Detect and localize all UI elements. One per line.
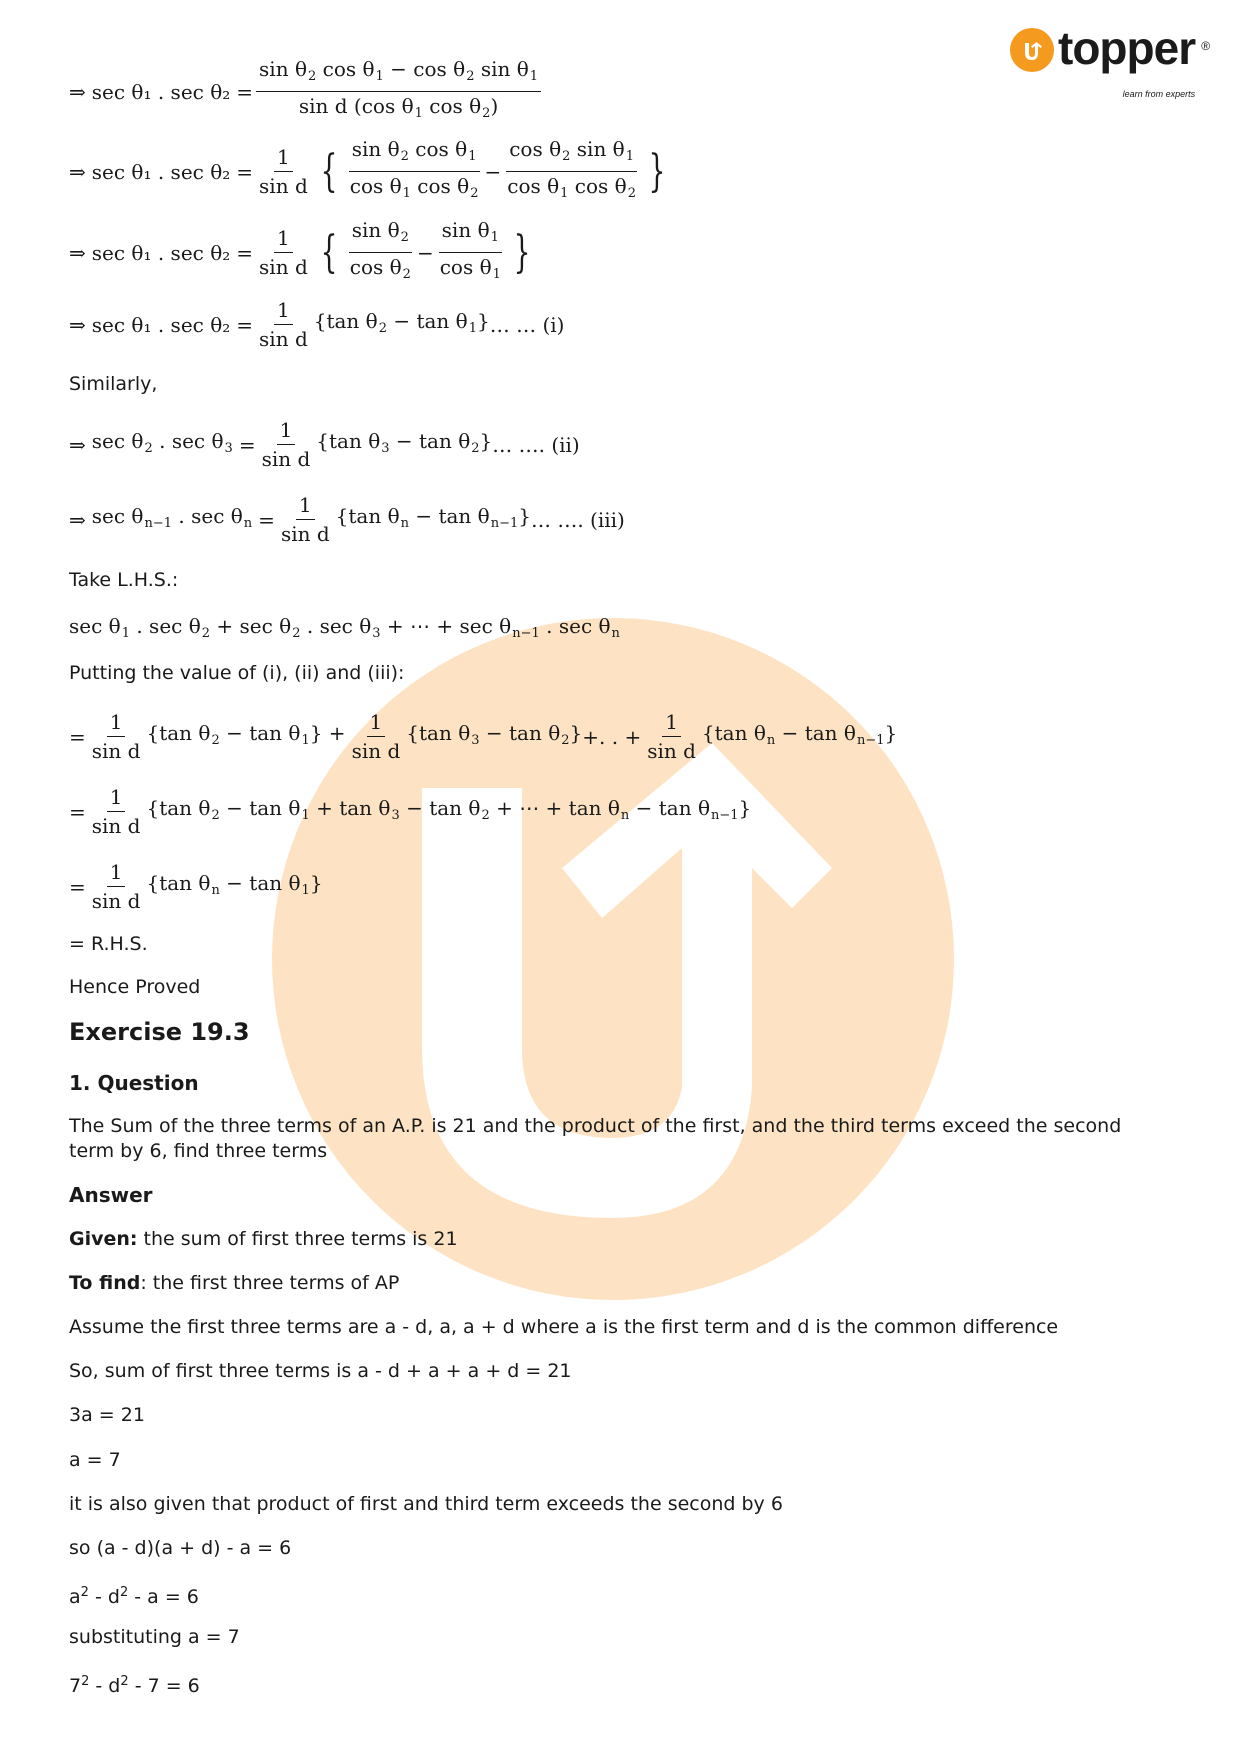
minus-sign: − (484, 159, 502, 184)
logo-name: topper (1058, 22, 1196, 74)
equation-1 (69, 57, 544, 126)
tan-diff: {tan $\theta_2 - \tan \theta_1$} (313, 308, 490, 336)
denominator: sin d (91, 739, 141, 763)
denominator: sin d (91, 814, 141, 838)
middle-dots: +. . + (582, 724, 642, 749)
final-expression (69, 860, 323, 913)
equation-ii (69, 418, 580, 471)
right-brace: } (513, 226, 531, 278)
implies-symbol: ⇒ (69, 432, 86, 457)
numerator: 1 (274, 145, 293, 172)
numerator: 1 (274, 298, 293, 325)
equation-4-i (69, 298, 564, 351)
take-lhs-text: Take L.H.S.: (69, 569, 179, 591)
lhs-sec1-sec2: sec θ₁ . sec θ₂ (91, 312, 231, 337)
substituting-text: substituting a = 7 (69, 1626, 240, 1648)
given-text: the sum of first three terms is 21 (137, 1228, 458, 1250)
equals-sign: = (69, 724, 86, 749)
right-brace: } (648, 145, 666, 197)
superscript-2: 2 (81, 1674, 90, 1689)
tofind-text: : the first three terms of AP (140, 1272, 400, 1294)
numerator: $\sin \theta_2$ $\cos \theta_1 - \cos \theta_2$ $\sin \theta_1$ (256, 57, 541, 92)
tofind-line (69, 1271, 399, 1296)
sum-equation-text: So, sum of first three terms is a - d + a + a + d = 21 (69, 1360, 572, 1382)
equals-sign: = (258, 507, 275, 532)
minus-a-equals: - a = 6 (128, 1586, 199, 1608)
a-value-text: a = 7 (69, 1449, 121, 1471)
superscript-2: 2 (80, 1585, 89, 1600)
seven: 7 (69, 1675, 82, 1697)
one-over-sind (644, 710, 699, 763)
numerator: 1 (296, 493, 315, 520)
equals-sign: = (236, 240, 254, 265)
left-brace: { (320, 145, 338, 197)
one-over-sind (256, 145, 311, 198)
numerator: 1 (367, 710, 386, 737)
lhs-sec1-sec2: sec θ₁ . sec θ₂ (91, 79, 231, 104)
equals-sign: = (69, 799, 86, 824)
denominator: sin d (259, 327, 308, 351)
also-given-text: it is also given that product of first and third term exceeds the second by 6 (69, 1493, 783, 1515)
numerator: 1 (277, 418, 296, 445)
implies-symbol: ⇒ (69, 240, 86, 265)
logo-badge-icon (1010, 28, 1054, 72)
denominator: sin d (280, 522, 330, 546)
topper-logo[interactable] (1010, 22, 1210, 99)
numerator: $\cos \theta_2$ $\sin \theta_1$ (506, 137, 637, 172)
rhs-text: = R.H.S. (69, 933, 148, 955)
numerator: 1 (662, 710, 681, 737)
superscript-2: 2 (120, 1674, 129, 1689)
numerator: 1 (274, 226, 293, 253)
implies-symbol: ⇒ (69, 159, 86, 184)
fraction (504, 137, 639, 206)
assume-text: Assume the first three terms are a - d, a, a + d where a is the first term and d is the common difference (69, 1316, 1059, 1338)
numerator: 1 (107, 785, 126, 812)
telescoping-sum (69, 785, 751, 838)
one-over-sind (256, 226, 311, 279)
lhs-sec1-sec2: sec θ₁ . sec θ₂ (91, 159, 231, 184)
left-brace: { (320, 226, 338, 278)
lhs-sec1-sec2: sec θ₁ . sec θ₂ (91, 240, 231, 265)
numerator: 1 (107, 710, 126, 737)
superscript-2: 2 (119, 1585, 129, 1600)
equation-tag-ii: … …. (ii) (492, 432, 580, 457)
equals-sign: = (238, 432, 256, 457)
denominator: sin d (259, 174, 308, 198)
denominator: sin d (647, 739, 696, 763)
equation-2 (69, 137, 672, 206)
equation-tag-i: … … (i) (489, 312, 565, 337)
one-over-sind (259, 418, 314, 471)
hence-proved-text: Hence Proved (69, 976, 201, 998)
brace-group (314, 137, 672, 206)
question-label: 1. Question (69, 1071, 199, 1095)
three-a-text: 3a = 21 (69, 1404, 145, 1426)
equation-iii (69, 493, 625, 546)
denominator: $\cos \theta_1$ $\cos \theta_2$ (507, 174, 636, 201)
logo-wordmark (1058, 22, 1210, 99)
product-equation-text: so (a - d)(a + d) - a = 6 (69, 1537, 292, 1559)
equals-sign: = (236, 312, 254, 337)
numerator: $\sin \theta_2$ $\cos \theta_1$ (349, 137, 480, 172)
one-over-sind (89, 710, 144, 763)
fraction (347, 218, 414, 287)
tan-diff: {tan $\theta_3 - \tan \theta_2$} (316, 428, 493, 456)
similarly-text: Similarly, (69, 373, 158, 395)
var-a: a (69, 1586, 81, 1608)
given-label: Given: (69, 1228, 138, 1250)
answer-label: Answer (69, 1183, 153, 1207)
equals-sign: = (236, 159, 254, 184)
equals-sign: = (69, 874, 86, 899)
minus-sign: − (416, 240, 434, 265)
lhs-sum (69, 614, 620, 646)
logo-registered: ® (1201, 39, 1210, 53)
denominator: sin d (259, 255, 308, 279)
question-text: The Sum of the three terms of an A.P. is 21 and the product of the first, and the third terms exceed the second term by 6, find three terms (69, 1115, 1122, 1162)
denominator: $\cos \theta_2$ (349, 255, 411, 282)
equals-sign: = (236, 79, 254, 104)
implies-symbol: ⇒ (69, 79, 86, 104)
lhs-secn1-secn: $\sec \theta_{n-1}$ . $\sec \theta_n$ (91, 503, 253, 531)
tan-diff: {tan $\theta_3 - \tan \theta_2$} (406, 720, 583, 748)
exercise-heading: Exercise 19.3 (69, 1018, 250, 1046)
one-over-sind (89, 860, 144, 913)
substituted-sum (69, 710, 897, 763)
minus-seven-equals: - 7 = 6 (128, 1675, 200, 1697)
implies-symbol: ⇒ (69, 312, 86, 337)
lhs-sec2-sec3: $\sec \theta_2$ . $\sec \theta_3$ (91, 428, 233, 456)
minus-d: - d (89, 1675, 121, 1697)
denominator: sin d (91, 889, 141, 913)
denominator: sin d (cos $\theta_1$ $\cos \theta_2$) (298, 94, 499, 121)
tan-diff: {tan $\theta_2 - \tan \theta_1$} + (146, 720, 346, 748)
fraction (256, 57, 541, 126)
brace-group (314, 218, 537, 287)
equation-tag-iii: … …. (iii) (530, 507, 625, 532)
one-over-sind (256, 298, 311, 351)
numerator: $\sin \theta_2$ (349, 218, 412, 253)
given-line (69, 1227, 458, 1252)
denominator: sin d (351, 739, 401, 763)
one-over-sind (89, 785, 144, 838)
implies-symbol: ⇒ (69, 507, 86, 532)
tan-diff: {tan $\theta_n - \tan \theta_{n-1}$} (701, 720, 898, 748)
numerator: $\sin \theta_1$ (439, 218, 502, 253)
fraction (347, 137, 482, 206)
lhs-sum-expression: $\sec \theta_1$ . $\sec \theta_2 + \sec \theta_2$ . $\sec \theta_3$ + ⋯ + $\sec \theta_{n-1}$ . $\sec \theta_n$ (69, 614, 620, 641)
tan-diff: {tan $\theta_n - \tan \theta_1$} (146, 870, 323, 898)
one-over-sind (349, 710, 404, 763)
putting-values-text: Putting the value of (i), (ii) and (iii): (69, 662, 405, 684)
minus-d: - d (88, 1586, 120, 1608)
seven-equation (69, 1669, 200, 1699)
numerator: 1 (107, 860, 126, 887)
denominator: $\cos \theta_1$ $\cos \theta_2$ (349, 174, 479, 201)
denominator: $\cos \theta_1$ (439, 255, 501, 282)
tan-expansion: {tan $\theta_2 - \tan \theta_1 + \tan \theta_3 - \tan \theta_2$ + ⋯ + $\tan \theta_n - \tan \theta_{n-1}$} (146, 795, 752, 823)
equation-3 (69, 218, 537, 287)
a2-equation (69, 1580, 199, 1610)
logo-tagline: learn from experts (1122, 89, 1196, 99)
fraction (437, 218, 504, 287)
tan-diff: {tan $\theta_n - \tan \theta_{n-1}$} (335, 503, 531, 531)
tofind-label: To find (69, 1272, 141, 1294)
denominator: sin d (261, 447, 311, 471)
one-over-sind (278, 493, 333, 546)
